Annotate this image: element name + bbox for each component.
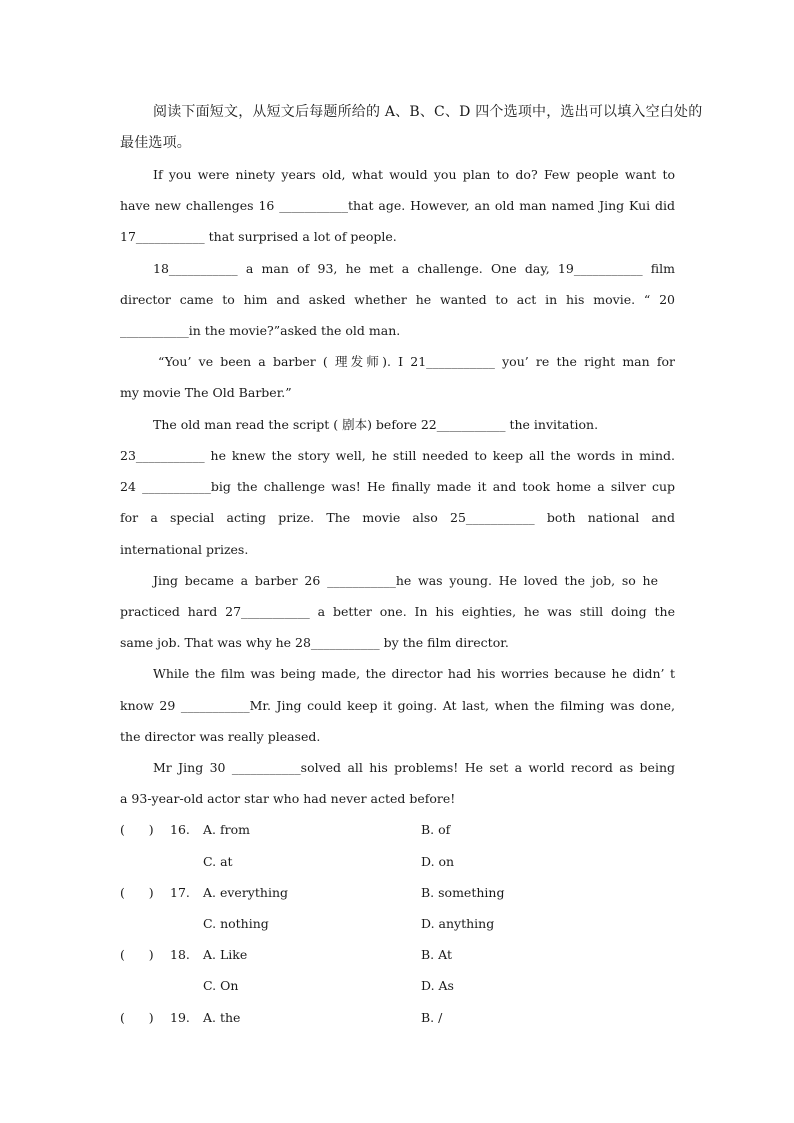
passage-line: If you were ninety years old, what would you plan to do? Few people want to	[153, 167, 675, 182]
passage-line: have new challenges 16 ___________that age. However, an old man named Jing Kui did	[120, 198, 675, 213]
option-a: A. Like	[203, 947, 248, 962]
question-number: 17.	[170, 885, 190, 900]
answer-parentheses: ( )	[120, 822, 154, 837]
question-number: 19.	[170, 1010, 190, 1025]
option-c: C. nothing	[203, 916, 269, 931]
passage-line: 18___________ a man of 93, he met a challenge. One day, 19___________ film	[153, 261, 675, 276]
passage-line: a 93-year-old actor star who had never acted before!	[120, 791, 456, 806]
passage-line: Mr Jing 30 ___________solved all his problems! He set a world record as being	[153, 760, 675, 775]
passage-line: same job. That was why he 28___________ by the film director.	[120, 635, 509, 650]
passage-line: “You’ ve been a barber ( 理发师). I 21___________ you’ re the right man for	[158, 354, 675, 369]
question-number: 18.	[170, 947, 190, 962]
passage-line: The old man read the script ( 剧本) before 22___________ the invitation.	[153, 417, 599, 432]
instruction-line-1: 阅读下面短文，从短文后每题所给的 A、B、C、D 四个选项中，选出可以填入空白处的	[153, 104, 703, 120]
option-c: C. On	[203, 978, 239, 993]
passage-line: know 29 ___________Mr. Jing could keep it going. At last, when the filming was done,	[120, 698, 675, 713]
answer-parentheses: ( )	[120, 885, 154, 900]
option-d: D. anything	[421, 916, 495, 931]
option-b: B. something	[421, 885, 505, 900]
option-a: A. everything	[203, 885, 288, 900]
option-b: B. At	[421, 947, 452, 962]
passage-line: 17___________ that surprised a lot of people.	[120, 229, 397, 244]
option-a: A. from	[203, 822, 250, 837]
option-b: B. of	[421, 822, 451, 837]
passage-line: 23___________ he knew the story well, he still needed to keep all the words in mind.	[120, 448, 675, 463]
passage-line: international prizes.	[120, 542, 249, 557]
passage-line: While the film was being made, the director had his worries because he didn’ t	[153, 666, 675, 681]
option-c: C. at	[203, 854, 233, 869]
option-b: B. /	[421, 1010, 443, 1025]
passage-line: director came to him and asked whether he wanted to act in his movie. “ 20	[120, 292, 675, 307]
option-d: D. on	[421, 854, 455, 869]
passage-line: for a special acting prize. The movie also 25___________ both national and	[120, 510, 675, 525]
answer-parentheses: ( )	[120, 947, 154, 962]
passage-line: my movie The Old Barber.”	[120, 385, 292, 400]
passage-line: Jing became a barber 26 ___________he was young. He loved the job, so he	[153, 573, 658, 588]
passage-line: ___________in the movie?”asked the old man.	[120, 323, 401, 338]
passage-line: practiced hard 27___________ a better one. In his eighties, he was still doing the	[120, 604, 675, 619]
answer-parentheses: ( )	[120, 1010, 154, 1025]
passage-line: the director was really pleased.	[120, 729, 321, 744]
question-number: 16.	[170, 822, 190, 837]
passage-line: 24 ___________big the challenge was! He finally made it and took home a silver cup	[120, 479, 675, 494]
option-d: D. As	[421, 978, 454, 993]
instruction-line-2: 最佳选项。	[120, 135, 191, 151]
option-a: A. the	[203, 1010, 241, 1025]
